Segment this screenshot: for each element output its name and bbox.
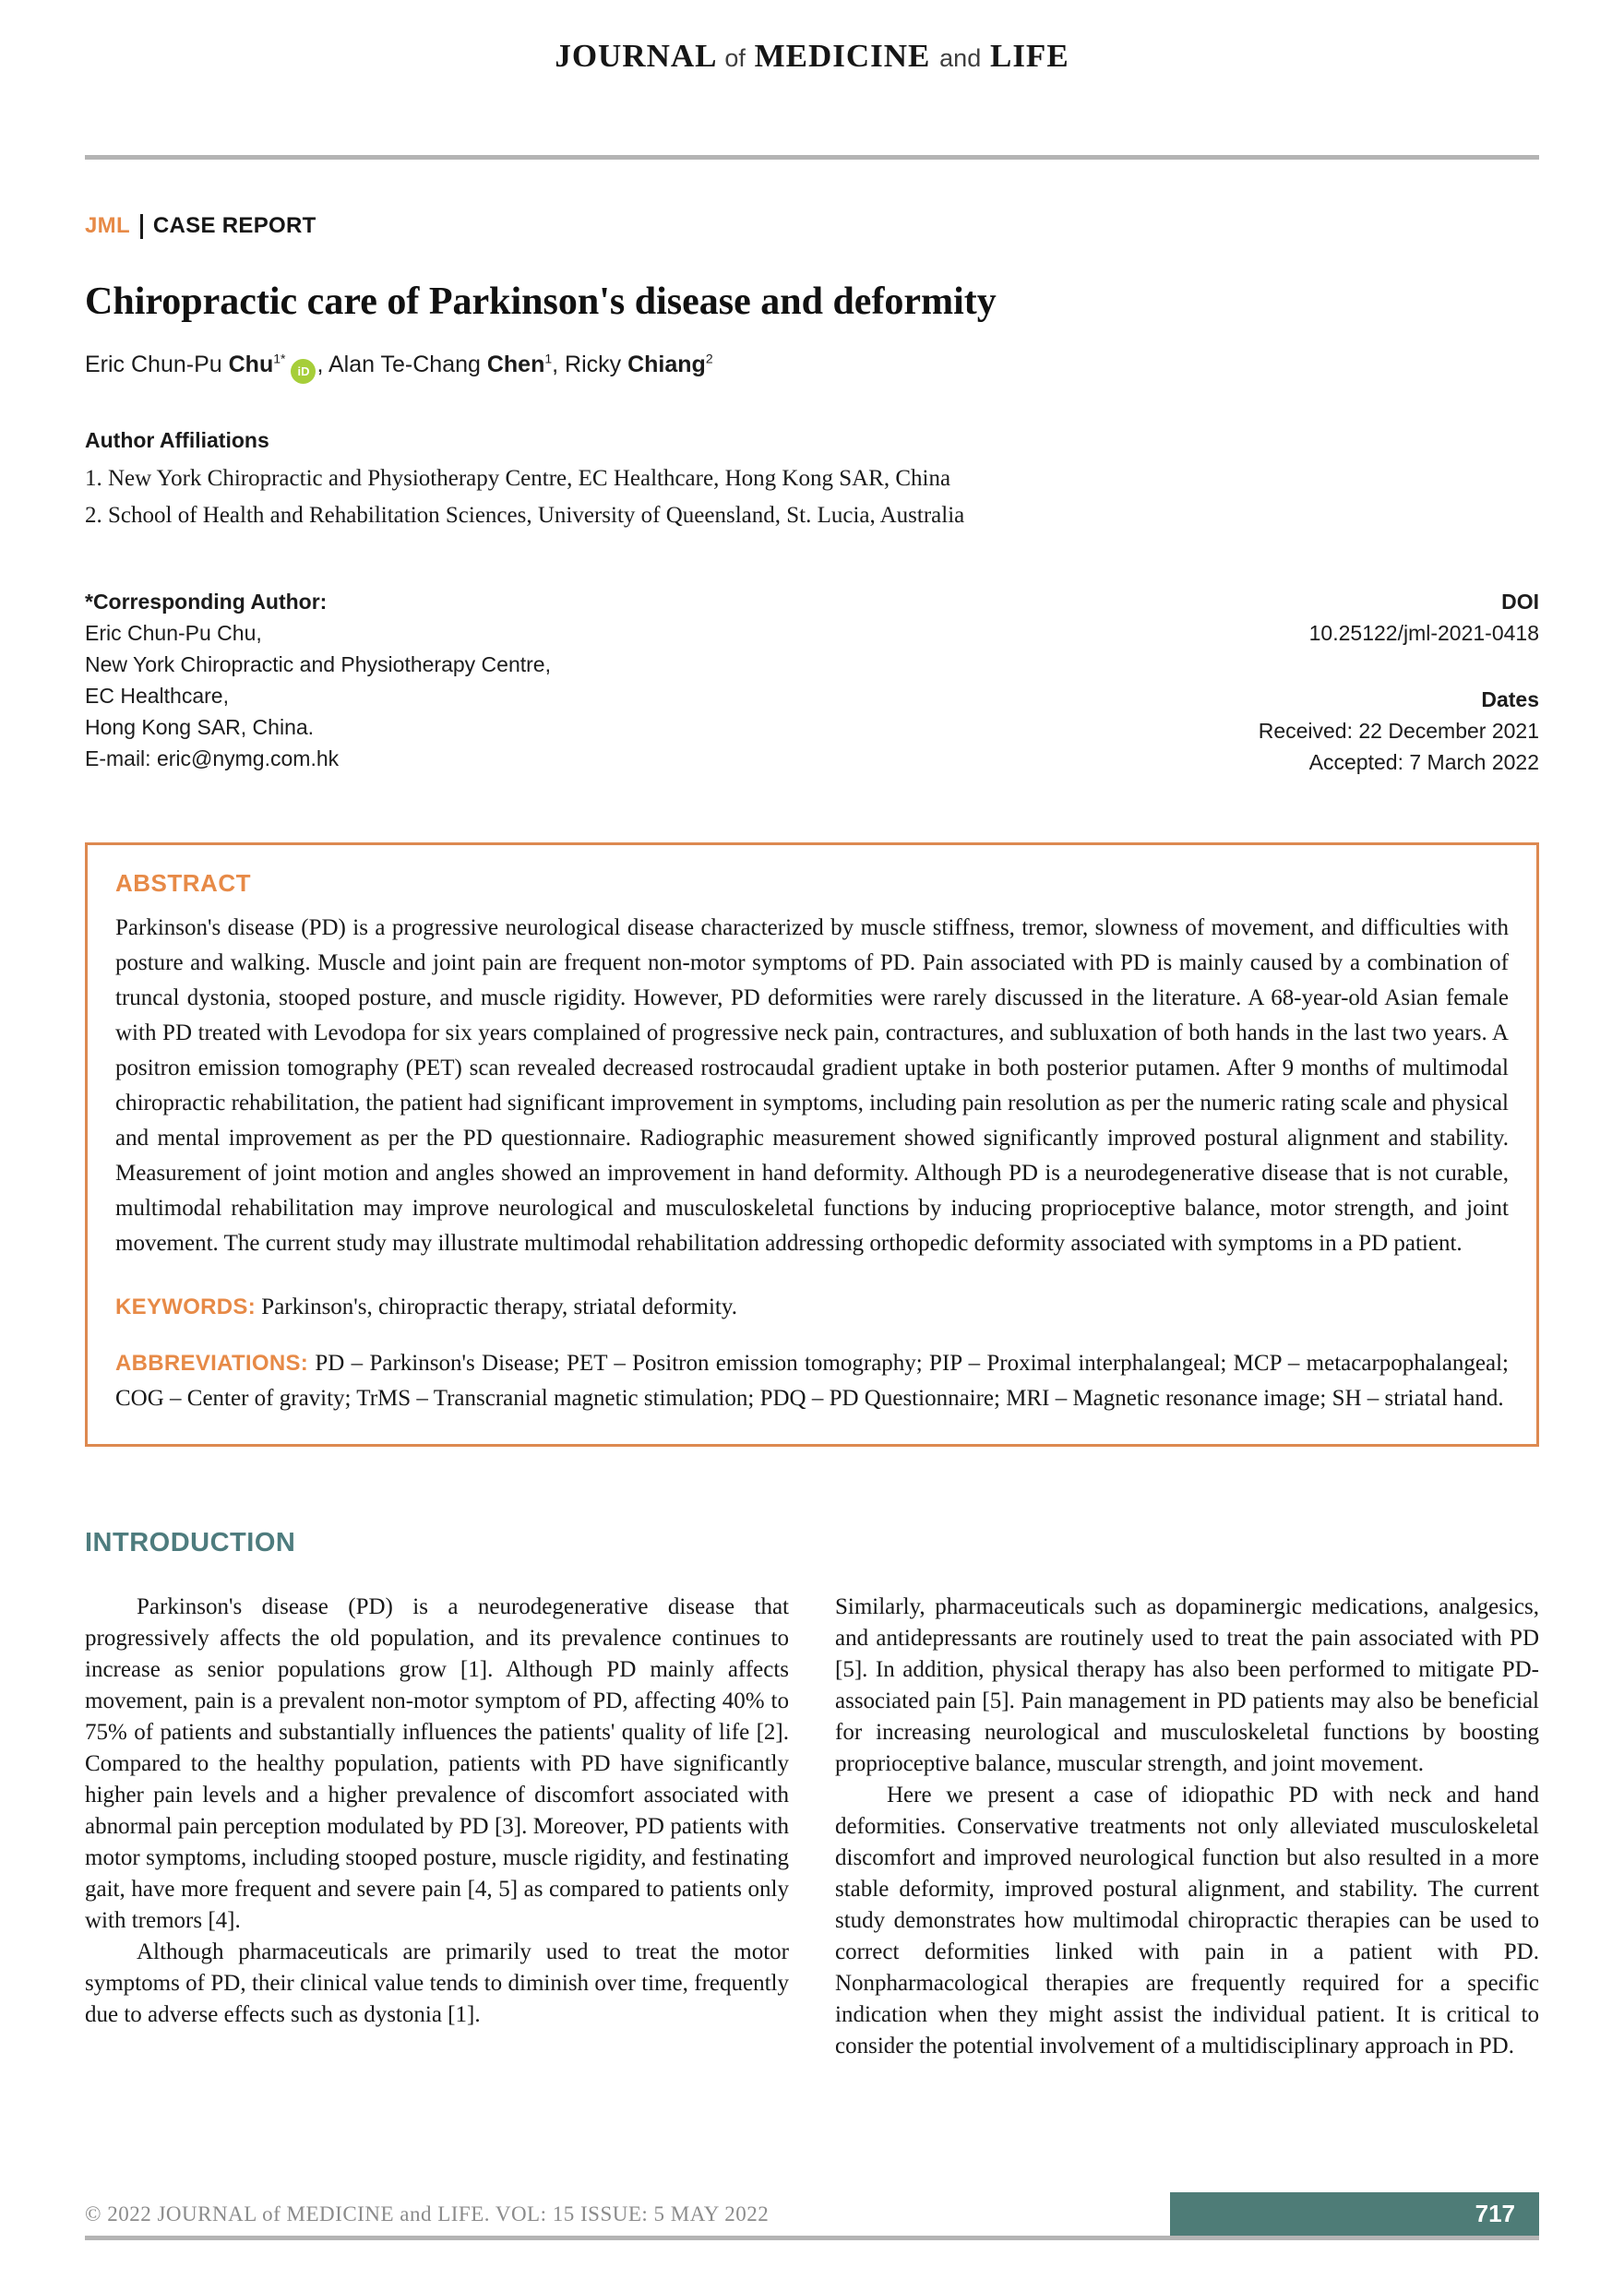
- introduction-left-column: [85, 1592, 789, 2062]
- masthead-connector-and: and: [939, 44, 982, 72]
- abstract-box: [85, 842, 1539, 1447]
- affiliation-item-1: 1. New York Chiropractic and Physiotherapy Centre, EC Healthcare, Hong Kong SAR, China: [85, 466, 951, 491]
- masthead-word-medicine: MEDICINE: [754, 38, 931, 74]
- masthead-word-journal: JOURNAL: [555, 38, 716, 74]
- keywords-label: KEYWORDS:: [115, 1295, 257, 1319]
- keywords-text: Parkinson's, chiropractic therapy, striatal deformity.: [261, 1295, 737, 1319]
- corresponding-author-organisation: EC Healthcare,: [85, 684, 229, 708]
- article-type-banner: [85, 213, 1539, 239]
- doi-dates-block: [1259, 586, 1539, 778]
- author-2-given: , Alan Te-Chang: [316, 352, 487, 377]
- author-3-given: , Ricky: [552, 352, 628, 377]
- doi-value: 10.25122/jml-2021-0418: [1308, 621, 1539, 645]
- abstract-heading: ABSTRACT: [115, 869, 251, 897]
- corresponding-author-email: E-mail: eric@nymg.com.hk: [85, 746, 340, 770]
- author-1-surname: Chu: [228, 352, 274, 377]
- corresponding-author-block: [85, 586, 551, 778]
- journal-masthead: [0, 0, 1624, 81]
- header-divider-rule: [85, 155, 1539, 160]
- page-number: 717: [1475, 2200, 1515, 2227]
- introduction-columns: [85, 1592, 1539, 2062]
- date-accepted: Accepted: 7 March 2022: [1308, 750, 1539, 774]
- copyright-text: © 2022 JOURNAL of MEDICINE and LIFE. VOL: 15 ISSUE: 5 MAY 2022: [85, 2201, 770, 2225]
- date-received: Received: 22 December 2021: [1258, 719, 1539, 743]
- abbreviations-label: ABBREVIATIONS:: [115, 1351, 309, 1376]
- doi-label: DOI: [1501, 590, 1539, 614]
- affiliations-heading: Author Affiliations: [85, 428, 269, 452]
- author-line: [85, 352, 1539, 384]
- intro-paragraph-3: Similarly, pharmaceuticals such as dopaminergic medications, analgesics, and antidepressants are routinely used to treat the pain associated with PD [5]. In addition, physical therapy has also been performed to mitigate PD-associated pain [5]. Pain management in PD patients may also be beneficial for increasing neurological and musculoskeletal functions by boosting proprioceptive balance, muscular strength, and joint movement.: [835, 1594, 1539, 1776]
- author-2-surname: Chen: [486, 352, 545, 377]
- abstract-text: Parkinson's disease (PD) is a progressive neurological disease characterized by muscle stiffness, tremor, slowness of movement, and difficulties with posture and walking. Muscle and joint pain are frequent non-motor symptoms of PD. Pain associated with PD is mainly caused by a combination of truncal dystonia, stooped posture, and muscle rigidity. However, PD deformities were rarely discussed in the literature. A 68-year-old Asian female with PD treated with Levodopa for six years complained of progressive neck pain, contractures, and subluxation of both hands in the last two years. A positron emission tomography (PET) scan revealed decreased rostrocaudal gradient uptake in both posterior putamen. After 9 months of multimodal chiropractic rehabilitation, the patient had significant improvement in symptoms, including pain resolution as per the numeric rating scale and physical and mental improvement as per the PD questionnaire. Radiographic measurement showed significantly improved postural alignment and stability. Measurement of joint motion and angles showed an improvement in hand deformity. Although PD is a neurodegenerative disease that is not curable, multimodal rehabilitation may improve neurological and musculoskeletal functions by inducing proprioceptive balance, motor strength, and joint movement. The current study may illustrate multimodal rehabilitation addressing orthopedic deformity associated with symptoms in a PD patient.: [115, 915, 1509, 1256]
- separator-bar: [140, 214, 143, 239]
- author-1-given: Eric Chun-Pu: [85, 352, 229, 377]
- masthead-word-life: LIFE: [989, 38, 1069, 74]
- article-title: Chiropractic care of Parkinson's disease and deformity: [85, 280, 997, 323]
- author-1-superscript: 1*: [273, 351, 286, 366]
- corresponding-author-name: Eric Chun-Pu Chu,: [85, 621, 262, 645]
- footer-divider-rule: [85, 2236, 1539, 2240]
- introduction-heading: INTRODUCTION: [85, 1528, 296, 1557]
- jml-logo: JML: [85, 213, 130, 238]
- intro-paragraph-4: Here we present a case of idiopathic PD with neck and hand deformities. Conservative treatments not only alleviated musculoskeletal discomfort and improved neurological function but also resulted in a more stable deformity, improved postural alignment, and stability. The current study demonstrates how multimodal chiropractic therapies can be used to correct deformities linked with pain in a patient with PD. Nonpharmacological therapies are frequently required for a specific indication when they might assist the individual patient. It is critical to consider the potential involvement of a multidisciplinary approach in PD.: [835, 1783, 1539, 2058]
- correspondence-row: [85, 586, 1539, 778]
- orcid-icon[interactable]: iD: [291, 359, 316, 384]
- abbreviations-line: [115, 1346, 1509, 1416]
- affiliation-item-2: 2. School of Health and Rehabilitation Sciences, University of Queensland, St. Lucia, Australia: [85, 503, 965, 528]
- masthead-connector-of: of: [724, 44, 746, 72]
- footer-row: [85, 2192, 1539, 2236]
- intro-paragraph-2: Although pharmaceuticals are primarily used to treat the motor symptoms of PD, their clinical value tends to diminish over time, frequently due to adverse effects such as dystonia [1].: [85, 1939, 789, 2027]
- corresponding-author-location: Hong Kong SAR, China.: [85, 715, 315, 739]
- page-footer: [85, 2192, 1539, 2240]
- author-3-surname: Chiang: [627, 352, 706, 377]
- article-category-label: CASE REPORT: [152, 213, 316, 238]
- page-content: [85, 213, 1539, 778]
- abbreviations-text: PD – Parkinson's Disease; PET – Positron emission tomography; PIP – Proximal interphalangeal; MCP – metacarpophalangeal; COG – Center of gravity; TrMS – Transcranial magnetic stimulation; PDQ – PD Questionnaire; MRI – Magnetic resonance image; SH – striatal hand.: [115, 1351, 1510, 1411]
- introduction-right-column: [835, 1592, 1539, 2062]
- affiliations-list: [85, 460, 1539, 534]
- intro-paragraph-1: Parkinson's disease (PD) is a neurodegenerative disease that progressively affects the old population, and its prevalence continues to increase as senior populations grow [1]. Although PD mainly affects movement, pain is a prevalent non-motor symptom of PD, affecting 40% to 75% of patients and substantially influences the patients' quality of life [2]. Compared to the healthy population, patients with PD have significantly higher pain levels and a higher prevalence of discomfort associated with abnormal pain perception modulated by PD [3]. Moreover, PD patients with motor symptoms, including stooped posture, muscle rigidity, and festinating gait, have more frequent and severe pain [4, 5] as compared to patients only with tremors [4].: [85, 1594, 789, 1933]
- dates-label: Dates: [1481, 687, 1539, 711]
- corresponding-author-heading: *Corresponding Author:: [85, 590, 328, 614]
- page-number-badge: [1170, 2192, 1539, 2236]
- keywords-line: [115, 1295, 1509, 1320]
- corresponding-author-institution: New York Chiropractic and Physiotherapy Centre,: [85, 652, 551, 676]
- author-2-superscript: 1: [544, 351, 553, 366]
- author-3-superscript: 2: [705, 351, 713, 366]
